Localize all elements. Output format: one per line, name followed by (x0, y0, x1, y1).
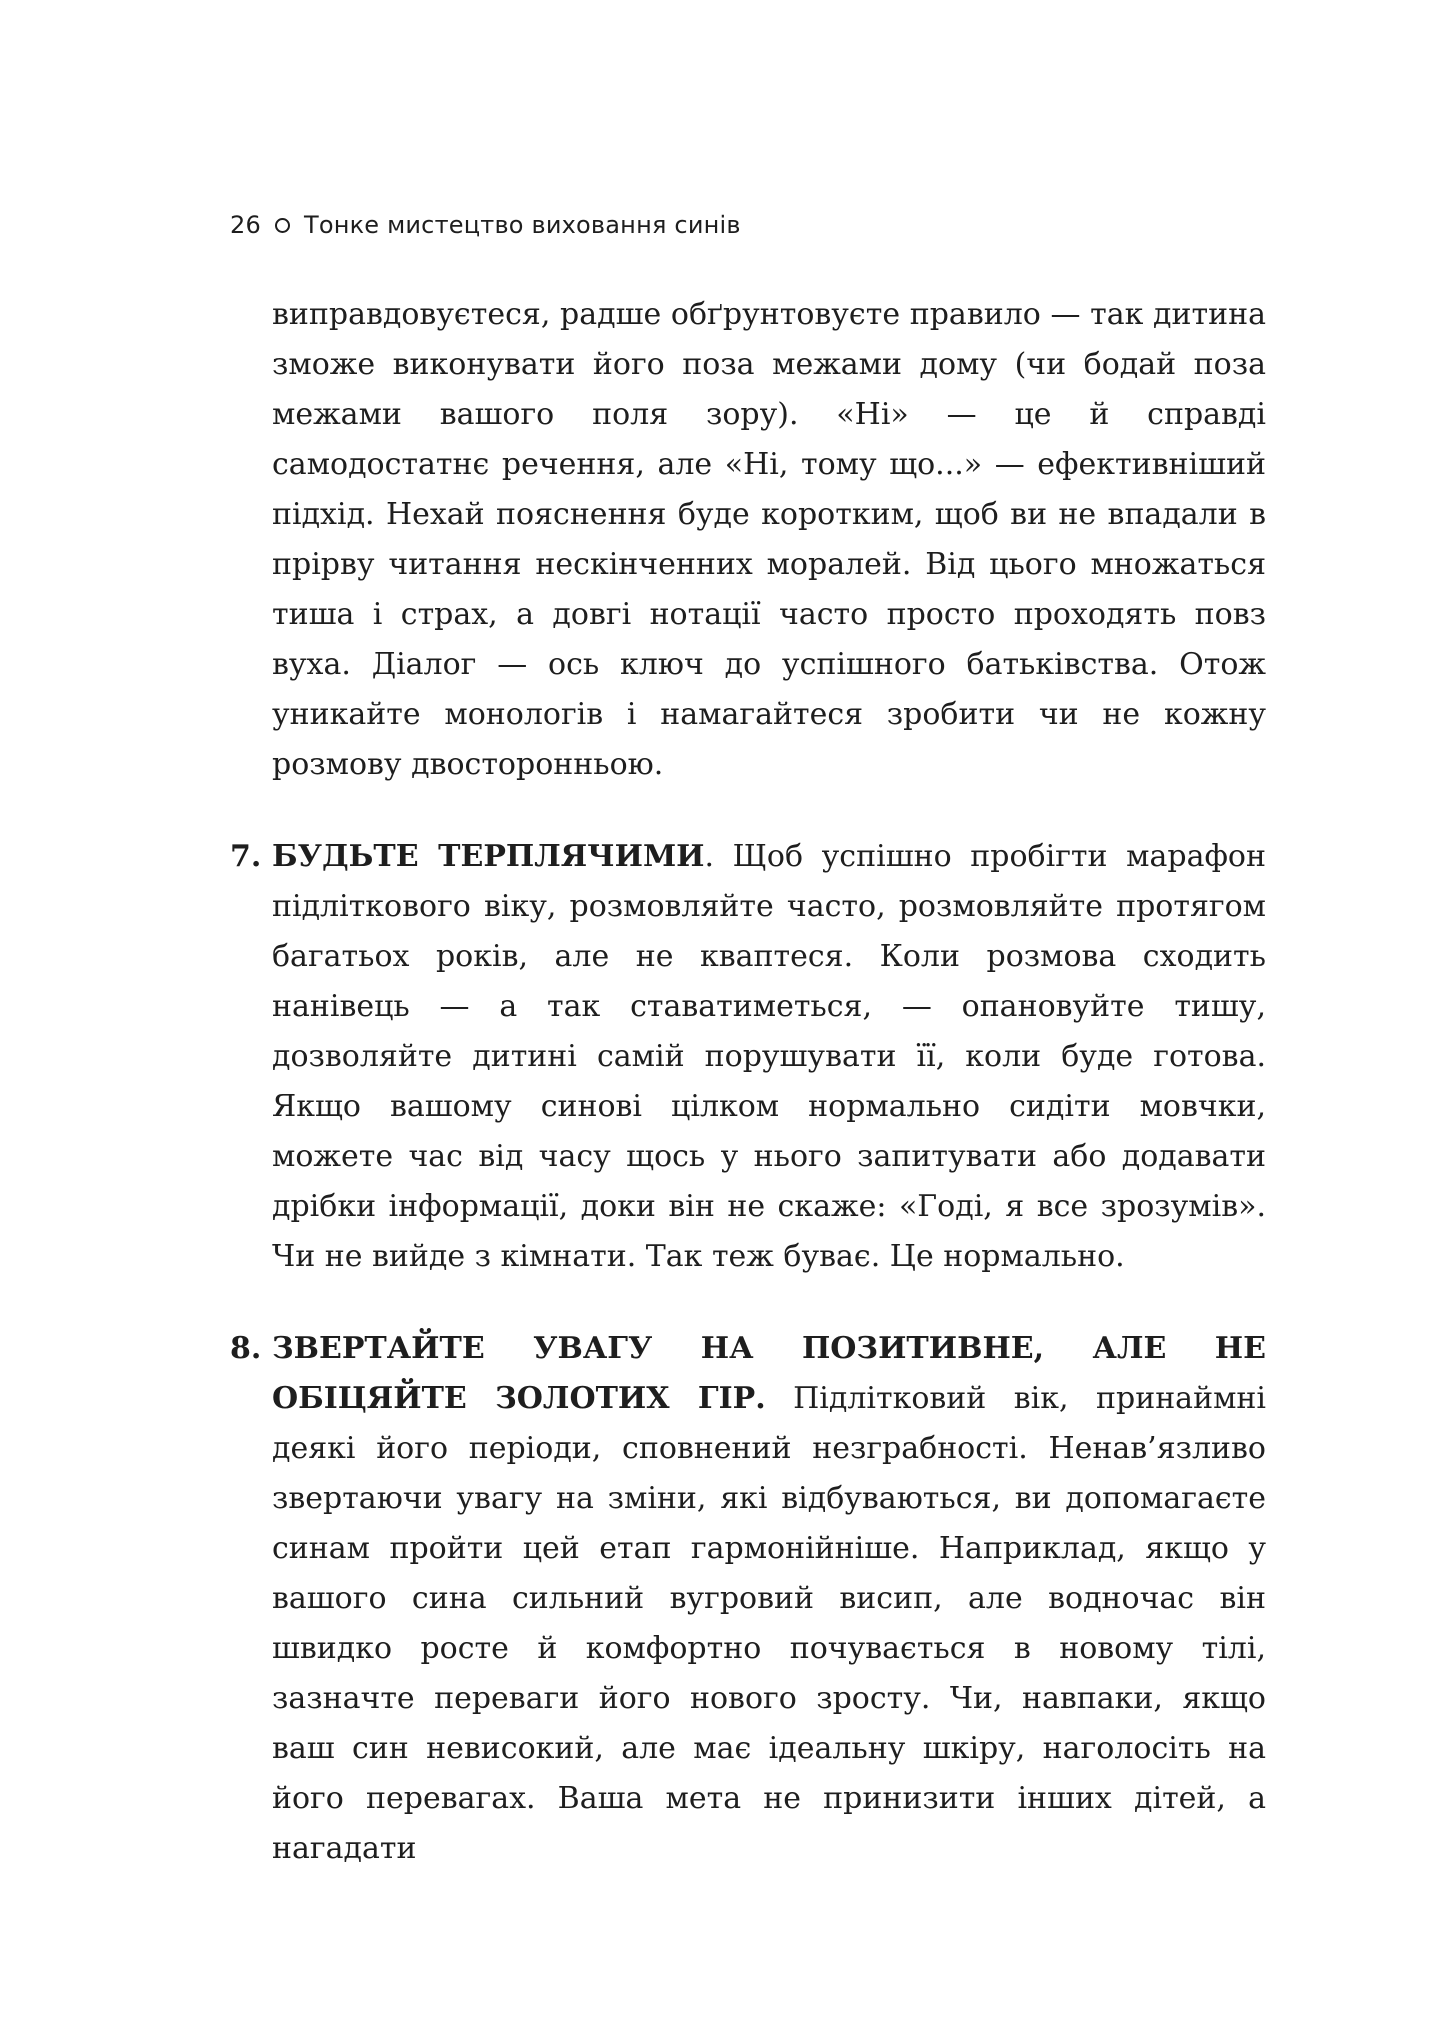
running-head (230, 205, 741, 245)
book-title: Тонке мистецтво виховання синів (303, 211, 741, 239)
list-item-number: 8. (230, 1331, 262, 1366)
list-item-8 (230, 1324, 1266, 1874)
page-number: 26 (230, 211, 261, 239)
list-item-text: Підлітковий вік, принаймні деякі його періоди, сповнений незграбності. Ненав’язливо звертаючи увагу на зміни, які відбуваються, ви допомагаєте синам пройти цей етап гармонійніше. Наприклад, якщо у вашого сина сильний вугровий висип, але водночас він швидко росте й комфортно почувається в новому тілі, зазначте переваги його нового зросту. Чи, навпаки, якщо ваш син невисокий, але має ідеальну шкіру, наголосіть на його перевагах. Ваша мета не принизити інших дітей, а нагадати (272, 1381, 1266, 1866)
intro-paragraph: виправдовуєтеся, радше обґрунтовуєте правило — так дитина зможе виконувати його поза межами дому (чи бодай поза межами вашого поля зору). «Ні» — це й справді самодостатнє речення, але «Ні, тому що...» — ефективніший підхід. Нехай пояснення буде коротким, щоб ви не впадали в прірву читання нескінченних моралей. Від цього множаться тиша і страх, а довгі нотації часто просто проходять повз вуха. Діалог — ось ключ до успішного батьківства. Отож уникайте монологів і намагайтеся зробити чи не кожну розмову двосторонньою. (272, 297, 1266, 782)
list-item-number: 7. (230, 839, 262, 874)
list-item-title: БУДЬТЕ ТЕРПЛЯЧИМИ (272, 839, 705, 874)
list-item-text: . Щоб успішно пробігти марафон підліткового віку, розмовляйте часто, розмовляйте протягом багатьох років, але не кваптеся. Коли розмова сходить нанівець — а так ставатиметься, — опановуйте тишу, дозволяйте дитині самій порушувати її, коли буде готова. Якщо вашому синові цілком нормально сидіти мовчки, можете час від часу щось у нього запитувати або додавати дрібки інформації, доки він не скаже: «Годі, я все зрозумів». Чи не вийде з кімнати. Так теж буває. Це нормально. (272, 839, 1266, 1274)
list-item-paragraph (272, 1324, 1266, 1874)
list-item-title: ЗВЕРТАЙТЕ УВАГУ НА ПОЗИТИВНЕ, АЛЕ НЕ ОБІЦЯЙТЕ ЗОЛОТИХ ГІР. (272, 1331, 1266, 1416)
page-body (230, 290, 1266, 1874)
list-item-7 (230, 832, 1266, 1282)
list-item-paragraph (272, 832, 1266, 1282)
circle-separator-icon (275, 218, 290, 233)
